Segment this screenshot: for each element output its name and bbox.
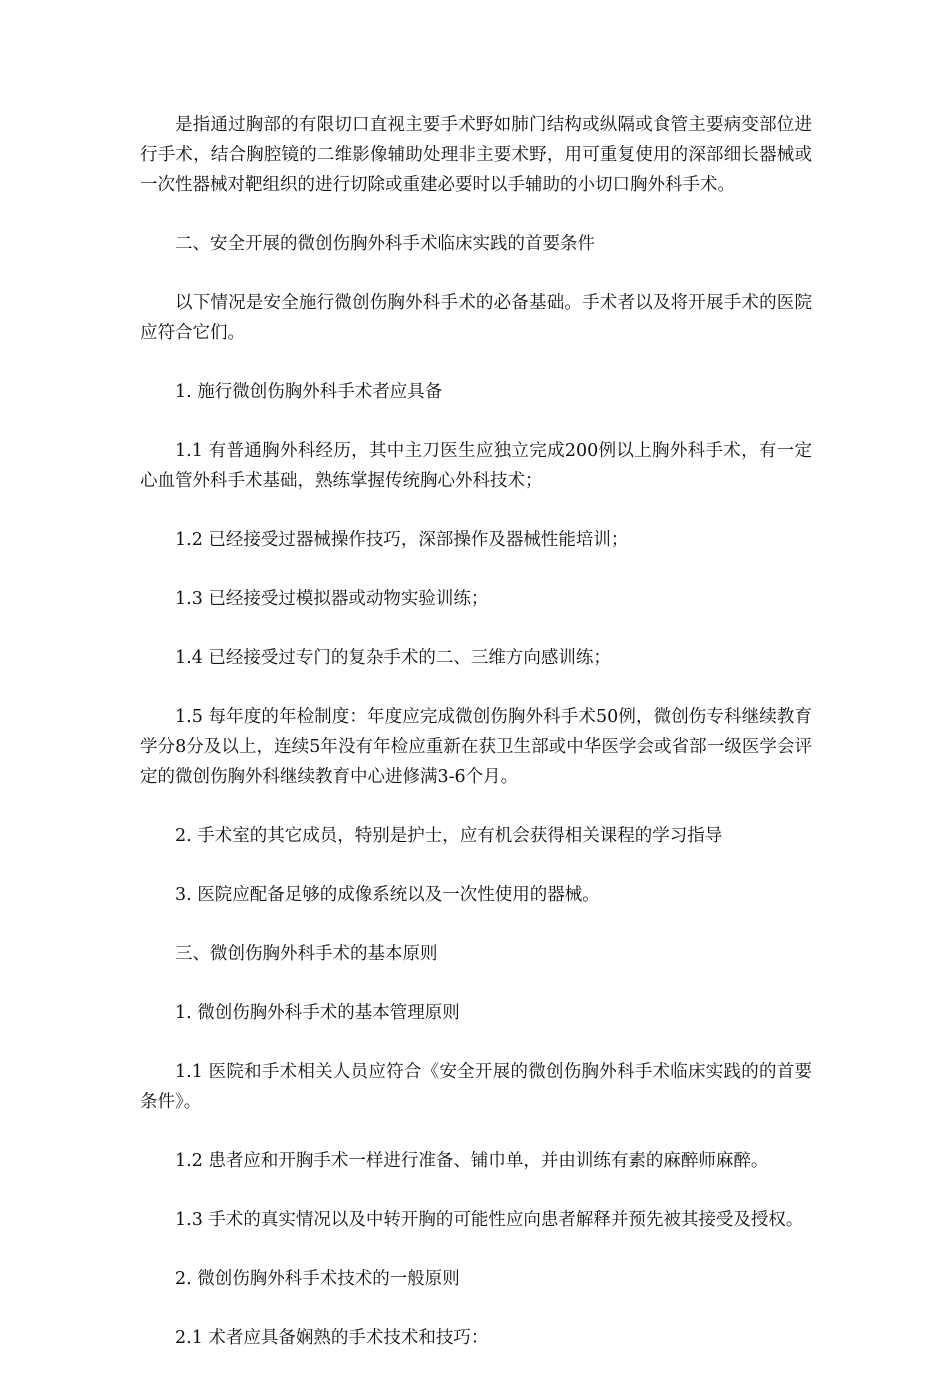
- list-item-1-2: 1.2 已经接受过器械操作技巧，深部操作及器械性能培训；: [175, 530, 629, 550]
- list-item-1: 1. 施行微创伤胸外科手术者应具备: [175, 382, 443, 402]
- paragraph-definition: 是指通过胸部的有限切口直视主要手术野如肺门结构或纵隔或食管主要病变部位进行手术，结合胸腔镜的二维影像辅助处理非主要术野，用可重复使用的深部细长器械或一次性器械对靶组织的进行切除或重建必要时以手辅助的小切口胸外科手术。: [140, 115, 812, 195]
- subsection-heading-1: 1. 微创伤胸外科手术的基本管理原则: [175, 1003, 460, 1023]
- document-body: [140, 110, 812, 1382]
- subsection-heading-2: 2. 微创伤胸外科手术技术的一般原则: [175, 1269, 460, 1289]
- principle-item-1-3: 1.3 手术的真实情况以及中转开胸的可能性应向患者解释并预先被其接受及授权。: [175, 1210, 804, 1230]
- list-item-1-1: 1.1 有普通胸外科经历，其中主刀医生应独立完成200例以上胸外科手术，有一定心血管外科手术基础，熟练掌握传统胸心外科技术；: [140, 441, 812, 491]
- paragraph-intro: 以下情况是安全施行微创伤胸外科手术的必备基础。手术者以及将开展手术的医院应符合它们。: [140, 293, 812, 343]
- list-item-3: 3. 医院应配备足够的成像系统以及一次性使用的器械。: [175, 885, 600, 905]
- list-item-2: 2. 手术室的其它成员，特别是护士，应有机会获得相关课程的学习指导: [175, 826, 723, 846]
- principle-item-2-1: 2.1 术者应具备娴熟的手术技术和技巧：: [175, 1328, 489, 1348]
- list-item-1-3: 1.3 已经接受过模拟器或动物实验训练；: [175, 589, 489, 609]
- principle-item-1-2: 1.2 患者应和开胸手术一样进行准备、铺巾单，并由训练有素的麻醉师麻醉。: [175, 1151, 769, 1171]
- list-item-1-5: 1.5 每年度的年检制度：年度应完成微创伤胸外科手术50例，微创伤专科继续教育学分8分及以上，连续5年没有年检应重新在获卫生部或中华医学会或省部一级医学会评定的微创伤胸外科继续教育中心进修满3-6个月。: [140, 707, 812, 787]
- section-heading-3: 三、微创伤胸外科手术的基本原则: [175, 944, 438, 964]
- list-item-1-4: 1.4 已经接受过专门的复杂手术的二、三维方向感训练；: [175, 648, 611, 668]
- principle-item-1-1: 1.1 医院和手术相关人员应符合《安全开展的微创伤胸外科手术临床实践的的首要条件》。: [140, 1062, 812, 1112]
- section-heading-2: 二、安全开展的微创伤胸外科手术临床实践的首要条件: [175, 234, 595, 254]
